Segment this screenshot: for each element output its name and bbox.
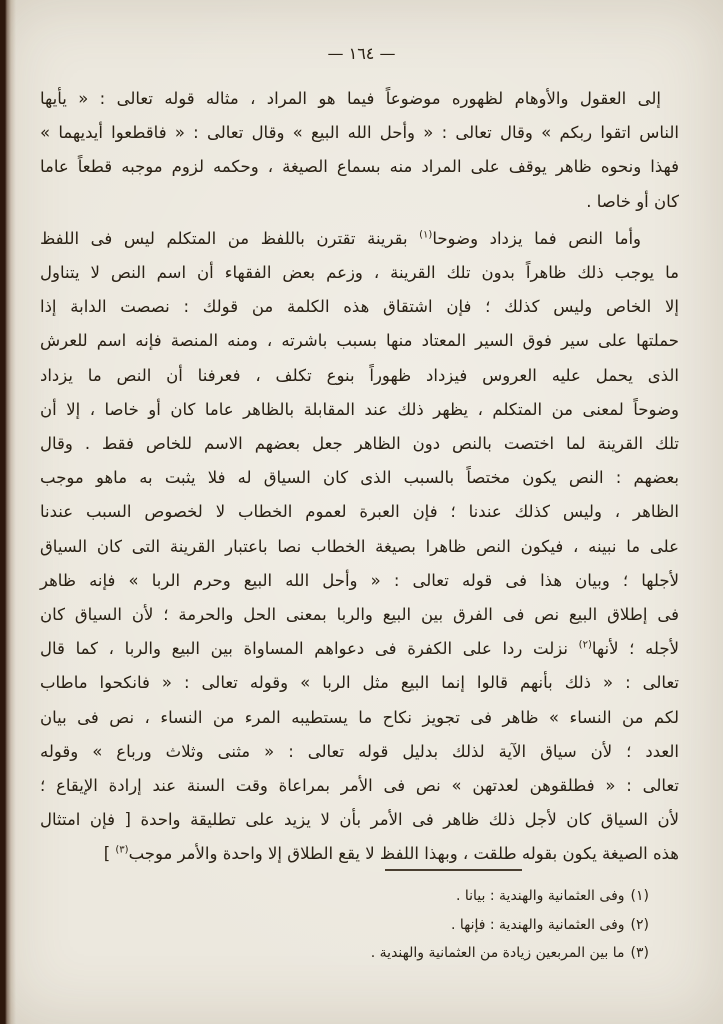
- text-line: العدد ؛ لأن سياق الآية لذلك بدليل قوله تعالى : « مثنى وثلاث ورباع » وقوله: [40, 741, 679, 761]
- text-line: لكم من النساء » ظاهر فى تجويز نكاح ما يستطيبه المرء من النساء ، نص فى بيان: [40, 707, 679, 727]
- footnote-ref: (٢): [578, 639, 592, 651]
- text-line: هذه الصيغة يكون بقوله طلقت ، وبهذا اللفظ لا يقع الطلاق إلا واحدة والأمر موجب$^{(٣)}$ ]: [103, 844, 679, 864]
- footnote-item: [60, 882, 649, 911]
- text-line: وضوحاً لمعنى من المتكلم ، يظهر ذلك عند المقابلة بالظاهر عاما كان أو خاصا ، إلا أن: [40, 399, 679, 419]
- footnote-text: وفى العثمانية والهندية : بيانا .: [455, 888, 625, 904]
- text-line: الذى يحمل عليه العروس فيزداد ظهوراً بنوع تكلف ، فعرفنا أن النص ما يزداد: [40, 365, 679, 385]
- text-line: لأن السياق كان لأجل ذلك ظاهر فى الأمر بأن لا يزيد على تطليقة واحدة [ فإن امتثال: [40, 810, 679, 830]
- text-line: إلى العقول والأوهام لظهوره موضوعاً فيما هو المراد ، مثاله قوله تعالى : « يأيها: [40, 89, 661, 108]
- footnote-item: [60, 911, 649, 940]
- paragraph: [40, 82, 679, 219]
- text-line: الظاهر ، وليس كذلك عندنا ؛ فإن العبرة لعموم الخطاب لا لخصوص السبب عندنا: [40, 502, 679, 522]
- text-line: على ما نبينه ، فيكون النص ظاهرا بصيغة الخطاب نصا باعتبار القرينة التى كان السياق: [40, 536, 679, 556]
- text-line: فهذا ونحوه ظاهر يوقف على المراد منه بسماع الصيغة ، وحكمه لزوم موجبه قطعاً عاما: [40, 157, 679, 177]
- scan-binding-edge: [0, 0, 16, 1024]
- text-line: تعالى : « ذلك بأنهم قالوا إنما البيع مثل الربا » وقوله تعالى : « فانكحوا ماطاب: [40, 673, 679, 693]
- footnote-item: [60, 939, 649, 968]
- text-line: بعضهم : النص يكون مختصاً بالسبب الذى كان السياق له فلا يثبت به ماهو موجب: [40, 468, 679, 488]
- paragraph: [40, 222, 679, 872]
- footnote-ref: (١): [419, 229, 433, 241]
- footnotes: [60, 882, 649, 968]
- text-line: الناس اتقوا ربكم » وقال تعالى : « وأحل الله البيع » وقال تعالى : « فاقطعوا أيديهما »: [40, 123, 679, 143]
- footnote-marker: (١): [630, 888, 649, 904]
- text-line: لأجلها ؛ وبيان هذا فى قوله تعالى : « وأحل الله البيع وحرم الربا » فإنه ظاهر: [40, 570, 679, 590]
- text-line: كان أو خاصا .: [586, 191, 679, 211]
- footnote-marker: (٢): [630, 916, 649, 933]
- text-line: إلا الخاص وليس كذلك ؛ فإن اشتقاق هذه الكلمة من قولك : نصصت الدابة إذا: [40, 297, 679, 317]
- text-line: تلك القرينة لما اختصت بالنص دون الظاهر جعل بعضهم الاسم للخاص فقط . وقال: [40, 434, 679, 454]
- footnote-separator: [385, 869, 522, 871]
- page-number: — ١٦٤ —: [327, 44, 396, 63]
- footnote-ref: (٣): [115, 844, 129, 856]
- text-line: وأما النص فما يزداد وضوحا$^{(١)}$ بقرينة تقترن باللفظ من المتكلم ليس فى اللفظ: [40, 228, 641, 248]
- text-line: لأجله ؛ لأنها$^{(٢)}$ نزلت ردا على الكفرة فى دعواهم المساواة بين البيع والربا ، كما قال: [40, 639, 679, 659]
- body-text: [40, 82, 679, 872]
- text-line: حملتها على سير فوق السير المعتاد منها بسبب باشرته ، ومنه المنصة فإنه اسم للعرش: [40, 331, 679, 351]
- footnote-text: وفى العثمانية والهندية : فإنها .: [450, 916, 625, 933]
- footnote-marker: (٣): [630, 945, 649, 961]
- text-line: فى إطلاق البيع نص فى الفرق بين البيع والربا بمعنى الحل والحرمة ؛ لأن السياق كان: [40, 605, 679, 625]
- footnote-text: ما بين المربعين زيادة من العثمانية والهندية .: [370, 945, 625, 961]
- text-line: ما يوجب ذلك ظاهراً بدون تلك القرينة ، وزعم بعض الفقهاء أن اسم النص لا يتناول: [40, 263, 679, 283]
- text-line: تعالى : « فطلقوهن لعدتهن » نص فى الأمر بمراعاة وقت السنة عند إرادة الإيقاع ؛: [40, 776, 679, 796]
